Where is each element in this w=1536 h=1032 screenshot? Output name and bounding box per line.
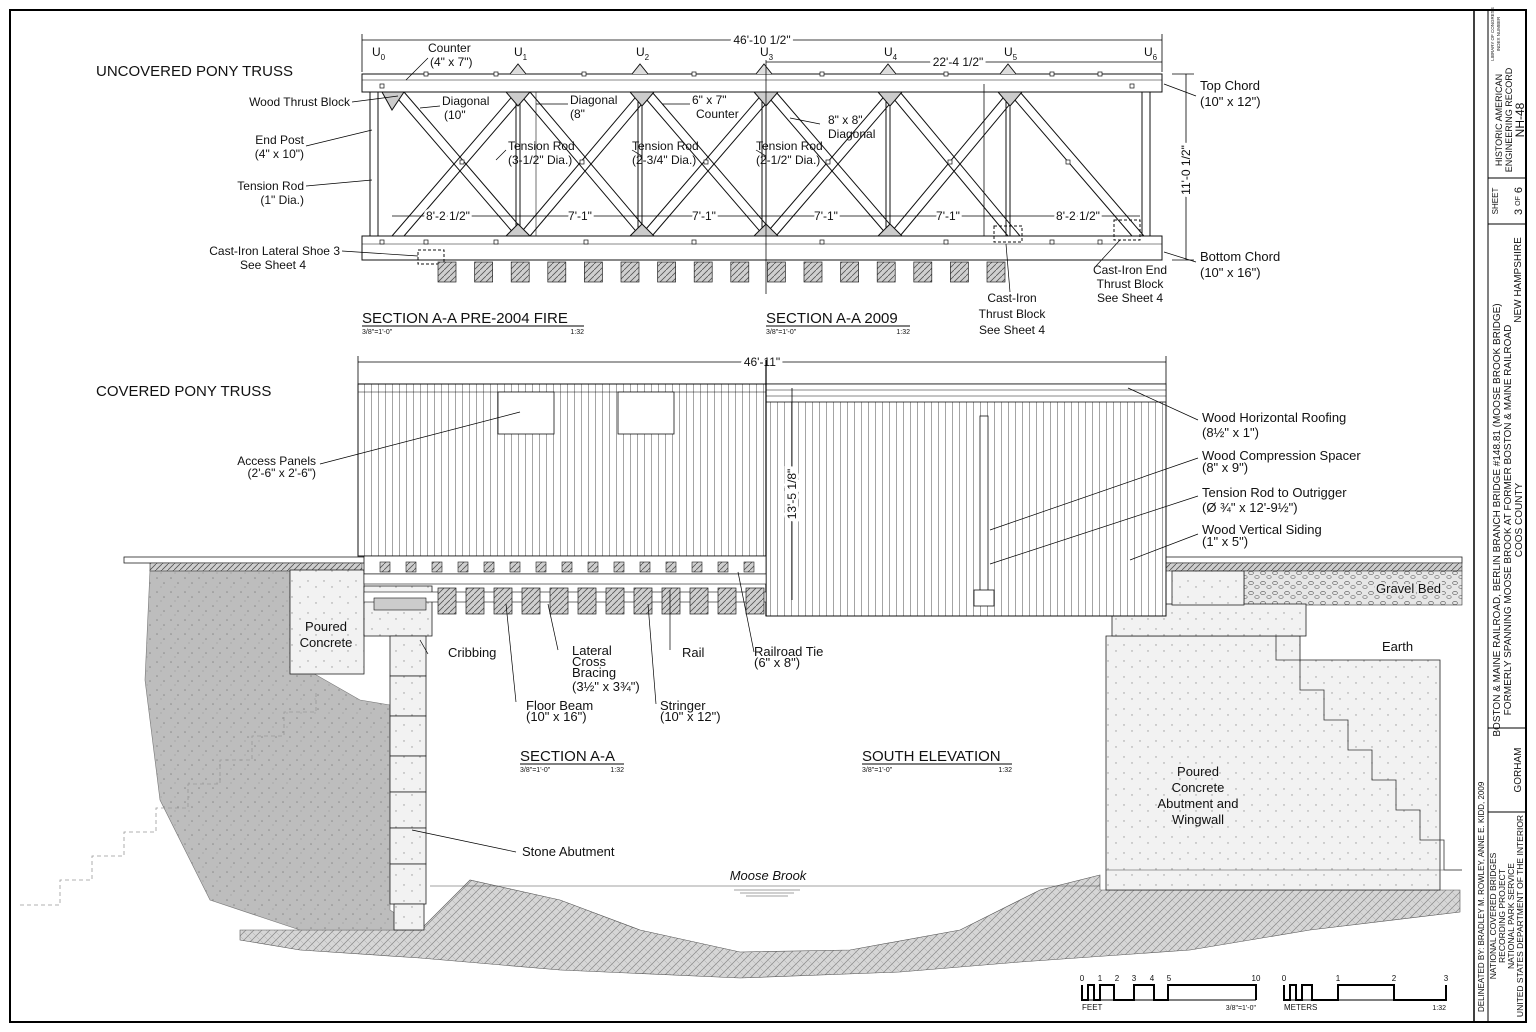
svg-text:2: 2 — [1114, 974, 1120, 983]
svg-text:Wood Compression Spacer(8" x 9: Wood Compression Spacer (8" x 9") — [1202, 448, 1361, 475]
panel-dim-5: 7'-1" — [936, 209, 960, 223]
svg-text:0: 0 — [1079, 974, 1085, 983]
svg-text:UNITED STATES DEPARTMENT OF TH: UNITED STATES DEPARTMENT OF THE INTERIOR — [1515, 814, 1525, 1018]
svg-text:FORMERLY SPANNING MOOSE BROOK: FORMERLY SPANNING MOOSE BROOK AT FORMER BOSTON & MAINE RAILROAD — [1503, 324, 1514, 716]
svg-text:Cast-IronThrust BlockSee Sheet: Cast-Iron Thrust Block See Sheet 4 — [978, 291, 1046, 337]
railroad-tie — [510, 562, 520, 572]
floor-beam — [584, 262, 602, 282]
svg-text:PouredConcrete: Poured Concrete — [299, 619, 353, 650]
floor-beam — [606, 588, 624, 614]
svg-text:3: 3 — [1131, 974, 1137, 983]
railroad-ties — [380, 562, 754, 572]
svg-text:Cast-Iron EndThrust BlockSee S: Cast-Iron End Thrust Block See Sheet 4 — [1092, 263, 1168, 305]
railroad-tie — [458, 562, 468, 572]
svg-text:2: 2 — [1391, 974, 1397, 983]
svg-text:Stone Abutment: Stone Abutment — [522, 844, 615, 859]
floor-beam — [841, 262, 859, 282]
svg-text:Moose Brook: Moose Brook — [729, 868, 807, 883]
node-labels — [372, 45, 1158, 62]
svg-text:METERS: METERS — [1284, 1003, 1318, 1012]
floor-beam — [438, 588, 456, 614]
svg-text:1: 1 — [1097, 974, 1103, 983]
svg-text:Earth: Earth — [1382, 639, 1414, 654]
railroad-tie — [666, 562, 676, 572]
floor-beam — [475, 262, 493, 282]
floor-beam — [718, 588, 736, 614]
svg-text:SECTION A-A 2009: SECTION A-A 2009 — [766, 310, 898, 327]
section-title-2009 — [766, 310, 910, 336]
svg-text:RECORDING PROJECT: RECORDING PROJECT — [1497, 869, 1507, 963]
feet-scale-bar — [1080, 974, 1261, 1012]
floor-beam — [746, 588, 764, 614]
svg-text:4: 4 — [1149, 974, 1155, 983]
svg-text:3/8"=1'-0": 3/8"=1'-0" — [1225, 1005, 1256, 1012]
svg-text:U5: $U_5$ — [1004, 45, 1018, 62]
floor-beam — [466, 588, 484, 614]
floor-beam — [550, 588, 568, 614]
title-block — [1477, 7, 1527, 1017]
right-abutment — [1106, 636, 1440, 890]
svg-text:COOS COUNTY: COOS COUNTY — [1514, 482, 1525, 558]
svg-text:NATIONAL PARK SERVICE: NATIONAL PARK SERVICE — [1506, 863, 1516, 969]
panel-dim-1: 8'-2 1/2" — [426, 209, 470, 223]
railroad-tie — [432, 562, 442, 572]
railroad-tie — [406, 562, 416, 572]
height-dimension-label: 11'-0 1/2" — [1179, 145, 1193, 195]
svg-text:3/8"=1'-0": 3/8"=1'-0" — [520, 767, 551, 774]
svg-text:U6: $U_6$ — [1144, 45, 1158, 62]
node-u2: U — [636, 45, 645, 59]
track-left — [124, 557, 366, 563]
svg-text:U1: $U_1$ — [514, 45, 528, 62]
floor-beam — [634, 588, 652, 614]
svg-text:6" x 7"Counter: 6" x 7" Counter — [692, 93, 739, 121]
svg-text:NATIONAL COVERED BRIDGES: NATIONAL COVERED BRIDGES — [1488, 852, 1498, 980]
railroad-tie — [640, 562, 650, 572]
floor-beam — [694, 262, 712, 282]
svg-text:Wood Thrust Block: Wood Thrust Block — [249, 95, 350, 109]
svg-text:3/8"=1'-0": 3/8"=1'-0" — [766, 329, 797, 336]
section-title-aa — [520, 748, 624, 774]
track-right — [1166, 557, 1462, 563]
railroad-tie — [536, 562, 546, 572]
floor-beam — [662, 588, 680, 614]
railroad-tie — [484, 562, 494, 572]
svg-text:U3: $U_3$ — [760, 45, 774, 62]
svg-text:BOSTON & MAINE RAILROAD, BERLI: BOSTON & MAINE RAILROAD, BERLIN BRANCH BRIDGE #148.81 (MOOSE BROOK BRIDGE) — [1492, 303, 1503, 737]
svg-text:Access Panels(2'-6" x 2'-6"): Access Panels (2'-6" x 2'-6") — [237, 454, 316, 480]
uncovered-heading: UNCOVERED PONY TRUSS — [96, 63, 293, 80]
panel-dim-2: 7'-1" — [568, 209, 592, 223]
node-u1: U — [514, 45, 523, 59]
panel-dim-4: 7'-1" — [814, 209, 838, 223]
railroad-tie — [744, 562, 754, 572]
svg-text:Wood Horizontal Roofing(8½" x: Wood Horizontal Roofing (8½" x 1") — [1202, 410, 1347, 440]
svg-text:U4: $U_4$ — [884, 45, 898, 62]
svg-text:SECTION A-A: SECTION A-A — [520, 748, 616, 765]
svg-text:Gravel Bed: Gravel Bed — [1376, 581, 1442, 596]
svg-text:SOUTH ELEVATION: SOUTH ELEVATION — [862, 748, 1001, 765]
covered-heading: COVERED PONY TRUSS — [96, 383, 272, 400]
svg-text:Tension Rod(3-1/2" Dia.): Tension Rod (3-1/2" Dia.) — [508, 139, 575, 167]
node-u4: U — [884, 45, 893, 59]
floor-beam — [767, 262, 785, 282]
svg-text:0: 0 — [1281, 974, 1287, 983]
svg-text:ENGINEERING RECORD: ENGINEERING RECORD — [1504, 67, 1514, 173]
svg-text:SECTION A-A PRE-2004 FIRE: SECTION A-A PRE-2004 FIRE — [362, 310, 568, 327]
floor-beam — [438, 262, 456, 282]
svg-text:1:32: 1:32 — [1432, 1005, 1446, 1012]
svg-text:PouredConcreteAbutment andWing: Poured Concrete Abutment and Wingwall — [1157, 764, 1239, 827]
railroad-tie — [562, 562, 572, 572]
svg-text:Bottom Chord(10" x 16"): Bottom Chord (10" x 16") — [1200, 249, 1281, 280]
section-title-pre2004 — [362, 310, 584, 336]
floor-beam — [877, 262, 895, 282]
floor-beam — [804, 262, 822, 282]
svg-text:End Post(4" x 10"): End Post (4" x 10") — [254, 133, 304, 161]
svg-text:HISTORIC AMERICAN: HISTORIC AMERICAN — [1494, 73, 1504, 167]
svg-text:Tension Rod(2-1/2" Dia.): Tension Rod (2-1/2" Dia.) — [756, 139, 823, 167]
svg-text:Top Chord(10" x 12"): Top Chord (10" x 12") — [1200, 78, 1261, 109]
ties-right — [1166, 563, 1462, 571]
svg-text:Stringer(10" x 12"): Stringer (10" x 12") — [660, 698, 721, 724]
water-ripples — [734, 890, 800, 896]
svg-text:Rail: Rail — [682, 645, 705, 660]
node-u5: U — [1004, 45, 1013, 59]
railroad-tie — [588, 562, 598, 572]
floor-beam — [950, 262, 968, 282]
svg-text:1:32: 1:32 — [610, 767, 624, 774]
floor-beam — [511, 262, 529, 282]
svg-text:Wood Vertical Siding(1" x 5"): Wood Vertical Siding (1" x 5") — [1202, 522, 1322, 549]
svg-text:Cribbing: Cribbing — [448, 645, 497, 660]
svg-text:5: 5 — [1166, 974, 1172, 983]
svg-text:Counter(4" x 7"): Counter (4" x 7") — [428, 41, 473, 69]
panel-dim-3: 7'-1" — [692, 209, 716, 223]
floor-beam — [914, 262, 932, 282]
railroad-tie — [718, 562, 728, 572]
svg-text:1:32: 1:32 — [896, 329, 910, 336]
svg-text:1:32: 1:32 — [998, 767, 1012, 774]
meter-scale-bar — [1282, 974, 1449, 1012]
svg-text:1: 1 — [1335, 974, 1341, 983]
svg-text:Tension Rod(2-3/4" Dia.): Tension Rod (2-3/4" Dia.) — [632, 139, 699, 167]
covered-dimension-label: 46'-11" — [743, 355, 781, 369]
svg-text:3/8"=1'-0": 3/8"=1'-0" — [362, 329, 393, 336]
railroad-tie — [614, 562, 624, 572]
svg-text:Tension Rod(1" Dia.): Tension Rod (1" Dia.) — [237, 179, 304, 207]
node-u0: U — [372, 45, 381, 59]
svg-text:10: 10 — [1251, 974, 1261, 983]
floor-beam — [731, 262, 749, 282]
svg-text:NH-48: NH-48 — [1513, 102, 1527, 138]
svg-text:LIBRARY OF CONGRESS: LIBRARY OF CONGRESS — [1490, 7, 1495, 61]
floor-beam — [621, 262, 639, 282]
svg-text:U2: $U_2$ — [636, 45, 650, 62]
svg-text:SHEET: SHEET — [1491, 187, 1500, 215]
node-u3: U — [760, 45, 769, 59]
node-u6: U — [1144, 45, 1153, 59]
svg-text:Floor Beam(10" x 16"): Floor Beam (10" x 16") — [526, 698, 594, 724]
svg-text:3: 3 — [1443, 974, 1449, 983]
svg-text:1:32: 1:32 — [570, 329, 584, 336]
floor-beam — [494, 588, 512, 614]
stone-abutment — [390, 636, 426, 930]
svg-text:Railroad Tie(6" x 8"): Railroad Tie (6" x 8") — [754, 644, 824, 670]
floor-beam — [690, 588, 708, 614]
panel-dim-6: 8'-2 1/2" — [1056, 209, 1100, 223]
covered-height-label: 13'-5 1/8" — [785, 468, 799, 520]
svg-text:LateralCrossBracing(3½" x 3¾"): Lateral Cross Bracing (3½" x 3¾") — [572, 643, 640, 694]
floor-beam — [548, 262, 566, 282]
svg-text:DELINEATED BY: BRADLEY M. ROWL: DELINEATED BY: BRADLEY M. ROWLEY, ANNE E. KIDD, 2009 — [1477, 781, 1486, 1012]
svg-text:3OF6: 3OF6 — [1513, 187, 1525, 215]
svg-text:Diagonal(8": Diagonal (8" — [570, 93, 618, 121]
svg-text:GORHAM: GORHAM — [1513, 747, 1524, 793]
section-title-south-elevation — [862, 748, 1012, 774]
svg-text:Tension Rod to Outrigger(Ø ¾": Tension Rod to Outrigger (Ø ¾" x 12'-9½") — [1202, 485, 1347, 515]
svg-text:8" x 8"Diagonal: 8" x 8" Diagonal — [828, 113, 876, 141]
floor-beam — [578, 588, 596, 614]
overall-dimension-label: 46'-10 1/2" — [733, 33, 791, 47]
floor-beam — [658, 262, 676, 282]
svg-text:U0: $U_0$ — [372, 45, 386, 62]
floor-beam — [987, 262, 1005, 282]
railroad-tie — [380, 562, 390, 572]
half-dimension-label: 22'-4 1/2" — [932, 55, 984, 69]
svg-text:3/8"=1'-0": 3/8"=1'-0" — [862, 767, 893, 774]
svg-text:FEET: FEET — [1082, 1003, 1103, 1012]
svg-text:NEW HAMPSHIRE: NEW HAMPSHIRE — [1513, 237, 1524, 323]
floor-beam — [522, 588, 540, 614]
svg-text:INDEX NUMBER: INDEX NUMBER — [1496, 16, 1501, 52]
railroad-tie — [692, 562, 702, 572]
floor-beams-top — [438, 262, 1005, 282]
svg-text:Cast-Iron Lateral Shoe 3See Sh: Cast-Iron Lateral Shoe 3 See Sheet 4 — [209, 244, 340, 272]
svg-text:Diagonal(10": Diagonal (10" — [442, 94, 490, 122]
